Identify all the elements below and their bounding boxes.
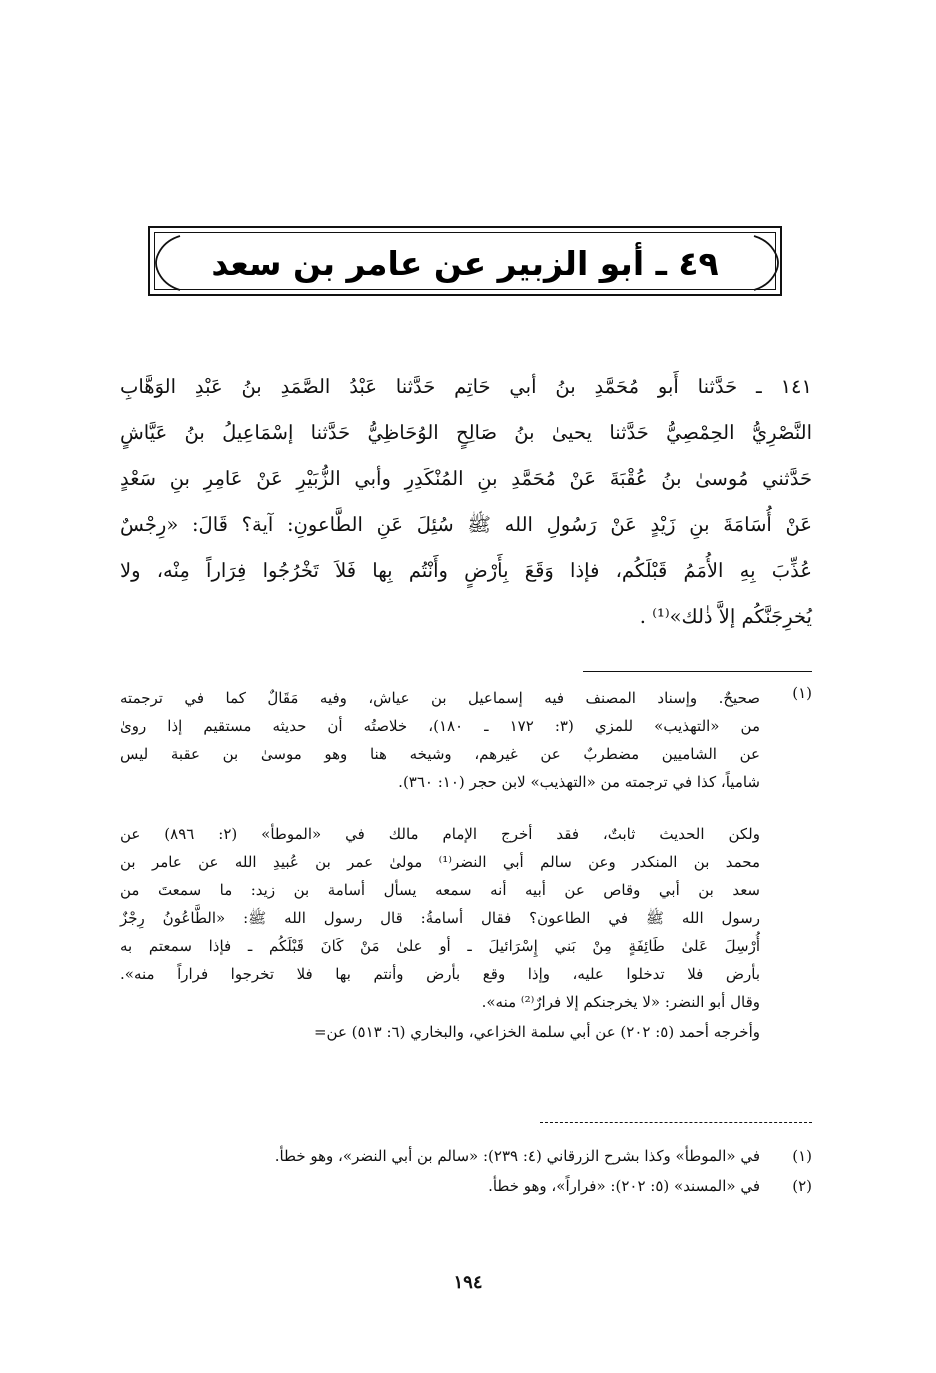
page-number: ١٩٤ bbox=[453, 1272, 483, 1293]
sub-footnotes bbox=[120, 1141, 812, 1201]
sub-footnote-number: (٢) bbox=[792, 1177, 812, 1195]
footnote-line: سعد بن أبي وقاص عن أبيه أنه سمعه يسأل أسامة بن زيد: ما سمعتَ من bbox=[120, 881, 760, 899]
footnote-line: بأرض فلا تدخلوا عليه، وإذا وقع بأرض وأنتم بها فلا تخرجوا فراراً منه». bbox=[120, 965, 760, 983]
sub-footnote bbox=[120, 1141, 812, 1171]
footnote-line: وقال أبو النضر: «لا يخرجنكم إلا فرارٌ⁽²⁾ منه». bbox=[481, 993, 760, 1011]
hadith-line: النَّصْرِيُّ الحِمْصِيُّ حَدَّثنا يحيىٰ بنُ صَالِحٍ الوُحَاظِيُّ حَدَّثنا إسْمَاعِيلُ بنُ عَيَّاشٍ bbox=[120, 421, 812, 444]
chapter-heading-frame bbox=[148, 226, 782, 296]
sub-footnote-text: في «الموطأ» وكذا بشرح الزرقاني (٤: ٢٣٩): «سالم بن أبي النضر»، وهو خطأ. bbox=[274, 1147, 760, 1165]
footnote-line: شامياً، كذا في ترجمته من «التهذيب» لابن حجر (١٠: ٣٦٠). bbox=[398, 773, 760, 791]
sub-footnote-text: في «المسند» (٥: ٢٠٢): «فراراً»، وهو خطأ. bbox=[488, 1177, 760, 1195]
footnote-number: (١) bbox=[792, 684, 812, 702]
hadith-line: حَدَّثني مُوسىٰ بنُ عُقْبَةَ عَنْ مُحَمَّدِ بنِ المُنْكَدِرِ وأبي الزُّبَيْرِ عَنْ عَامِرِ بنِ سَعْدٍ bbox=[120, 467, 812, 490]
footnote-line: رسول الله ﷺ في الطاعون؟ فقال أسامةُ: قال رسول الله ﷺ: «الطَّاعُونُ رِجْزٌ bbox=[120, 909, 760, 927]
chapter-title: ٤٩ ـ أبو الزبير عن عامر بن سعد bbox=[211, 244, 719, 283]
footnote-line: من «التهذيب» للمزي (٣: ١٧٢ ـ ١٨٠)، خلاصتُه أن حديثه مستقيم إذا روىٰ bbox=[120, 717, 760, 735]
hadith-text bbox=[120, 364, 812, 640]
sub-footnote-number: (١) bbox=[792, 1147, 812, 1165]
footnote-separator bbox=[583, 671, 812, 672]
footnote-line: عن الشاميين مضطربٌ عن غيرهم، وشيخه هنا وهو موسىٰ بن عقبة ليس bbox=[120, 745, 760, 763]
footnote-line: صحيحٌ. وإسناد المصنف فيه إسماعيل بن عياش، وفيه مَقَالٌ كما في ترجمته bbox=[120, 689, 760, 707]
footnote-line: أُرْسِلَ عَلىٰ طَائِفَةٍ مِنْ بَني إِسْرَائيلَ ـ أو علىٰ مَنْ كَانَ قَبْلَكُم ـ فإذا سمعتم به bbox=[120, 937, 760, 955]
hadith-line: عُذِّبَ بِهِ الأُمَمُ قَبْلَكُم، فإذا وَقَعَ بِأَرْضٍ وأَنْتُم بِها فَلاَ تَخْرُجُوا فِرَاراً مِنْه، ولا bbox=[120, 559, 812, 582]
sub-footnote-separator bbox=[540, 1122, 812, 1123]
hadith-line: ١٤١ ـ حَدَّثنا أَبو مُحَمَّدِ بنُ أبي حَاتِم حَدَّثنا عَبْدُ الصَّمَدِ بنُ عَبْدِ الوَهَّابِ bbox=[120, 375, 812, 398]
sub-footnote bbox=[120, 1171, 812, 1201]
hadith-line: يُخرِجَنَّكُم إلاَّ ذٰلك»⁽¹⁾ . bbox=[639, 605, 812, 628]
footnote-line: وأخرجه أحمد (٥: ٢٠٢) عن أبي سلمة الخزاعي، والبخاري (٦: ٥١٣) عن= bbox=[313, 1023, 760, 1041]
hadith-line: عَنْ أُسَامَةَ بنِ زَيْدٍ عَنْ رَسُولِ الله ﷺ سُئِلَ عَنِ الطَّاعونِ: آية؟ قَالَ: «رِجْسٌ bbox=[120, 513, 812, 536]
footnote-line: ولكن الحديث ثابتٌ، فقد أخرج الإمام مالك في «الموطأ» (٢: ٨٩٦) عن bbox=[120, 825, 760, 843]
footnote-line: محمد بن المنكدر وعن سالم أبي النضر⁽¹⁾ مولىٰ عمر بن عُبيدِ الله عن عامر بن bbox=[120, 853, 760, 871]
